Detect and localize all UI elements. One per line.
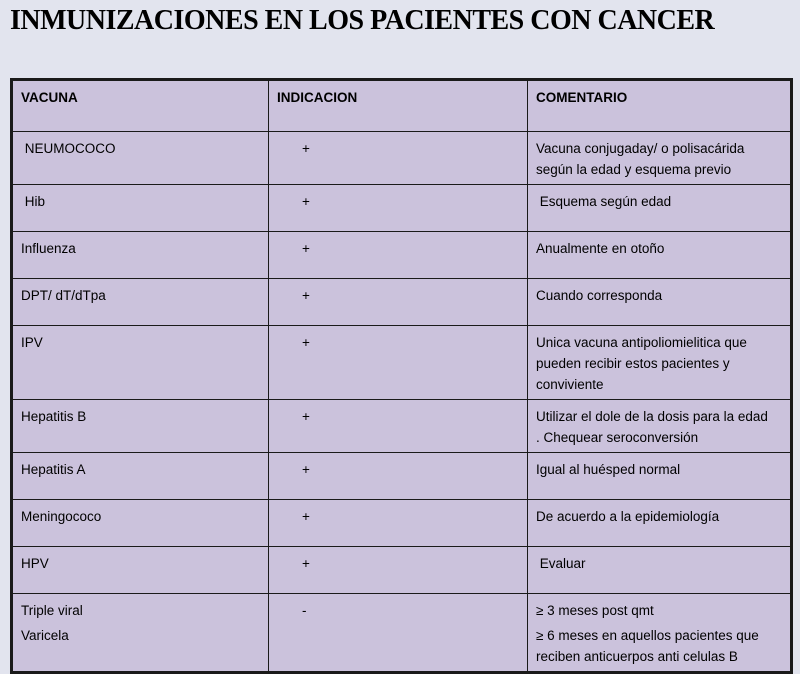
text-line: Unica vacuna antipoliomielitica que [536, 335, 747, 350]
text-line: De acuerdo a la epidemiología [536, 509, 720, 524]
vacuna-cell [12, 185, 269, 232]
text-line: + [302, 141, 310, 156]
text-line: + [302, 409, 310, 424]
comentario-cell [528, 547, 792, 594]
text-line: + [302, 241, 310, 256]
text-line: pueden recibir estos pacientes y [536, 356, 730, 371]
text-line: Utilizar el dole de la dosis para la edad [536, 409, 768, 424]
table-row [12, 453, 792, 500]
table-body [12, 132, 792, 673]
vacuna-cell [12, 594, 269, 673]
text-line: + [302, 194, 310, 209]
text-line: Evaluar [536, 556, 586, 571]
vacuna-cell [12, 279, 269, 326]
text-line: Meningococo [21, 509, 102, 524]
header-indicacion: INDICACION [269, 80, 528, 132]
text-line: Hib [21, 194, 46, 209]
cell-paragraph [302, 191, 519, 212]
comentario-cell [528, 400, 792, 453]
comentario-cell [528, 500, 792, 547]
vacuna-cell [12, 400, 269, 453]
vacuna-cell [12, 132, 269, 185]
table-row [12, 132, 792, 185]
cell-paragraph [302, 459, 519, 480]
cell-paragraph [536, 506, 782, 527]
table-row [12, 594, 792, 673]
table-row [12, 185, 792, 232]
cell-paragraph [302, 553, 519, 574]
text-line: + [302, 509, 310, 524]
vacuna-cell [12, 453, 269, 500]
indicacion-cell [269, 279, 528, 326]
comentario-cell [528, 132, 792, 185]
indicacion-cell [269, 453, 528, 500]
cell-paragraph [21, 459, 260, 480]
cell-paragraph [536, 625, 782, 667]
text-line: HPV [21, 556, 49, 571]
text-line: Triple viral [21, 603, 83, 618]
vacuna-cell [12, 500, 269, 547]
cell-paragraph [536, 138, 782, 180]
vacuna-cell [12, 547, 269, 594]
cell-paragraph [21, 625, 260, 646]
cell-paragraph [21, 406, 260, 427]
cell-paragraph [21, 332, 260, 353]
comentario-cell [528, 232, 792, 279]
text-line: Hepatitis A [21, 462, 86, 477]
text-line: Varicela [21, 628, 69, 643]
indicacion-cell [269, 132, 528, 185]
cell-paragraph [536, 238, 782, 259]
comentario-cell [528, 594, 792, 673]
cell-paragraph [536, 459, 782, 480]
text-line: + [302, 556, 310, 571]
text-line: Hepatitis B [21, 409, 87, 424]
comentario-cell [528, 279, 792, 326]
text-line: - [302, 603, 307, 618]
indicacion-cell [269, 400, 528, 453]
header-comentario: COMENTARIO [528, 80, 792, 132]
cell-paragraph [536, 191, 782, 212]
header-row [12, 80, 792, 132]
text-line: reciben anticuerpos anti celulas B [536, 649, 738, 664]
comentario-cell [528, 185, 792, 232]
vacuna-cell [12, 232, 269, 279]
table-row [12, 500, 792, 547]
text-line: + [302, 335, 310, 350]
comentario-cell [528, 453, 792, 500]
cell-paragraph [21, 285, 260, 306]
table-row [12, 232, 792, 279]
indicacion-cell [269, 594, 528, 673]
indicacion-cell [269, 500, 528, 547]
cell-paragraph [21, 138, 260, 159]
vacuna-cell [12, 326, 269, 400]
cell-paragraph [302, 138, 519, 159]
cell-paragraph [536, 406, 782, 448]
text-line: Esquema según edad [536, 194, 672, 209]
cell-paragraph [21, 600, 260, 621]
text-line: + [302, 462, 310, 477]
cell-paragraph [302, 285, 519, 306]
text-line: . Chequear seroconversión [536, 430, 699, 445]
text-line: ≥ 3 meses post qmt [536, 603, 654, 618]
indicacion-cell [269, 547, 528, 594]
text-line: Influenza [21, 241, 76, 256]
cell-paragraph [536, 332, 782, 395]
indicacion-cell [269, 326, 528, 400]
header-vacuna: VACUNA [12, 80, 269, 132]
text-line: + [302, 288, 310, 303]
cell-paragraph [302, 238, 519, 259]
cell-paragraph [536, 553, 782, 574]
text-line: Vacuna conjugaday/ o polisacárida [536, 141, 745, 156]
cell-paragraph [302, 506, 519, 527]
cell-paragraph [302, 406, 519, 427]
cell-paragraph [21, 191, 260, 212]
cell-paragraph [21, 238, 260, 259]
text-line: ≥ 6 meses en aquellos pacientes que [536, 628, 759, 643]
text-line: Cuando corresponda [536, 288, 663, 303]
indicacion-cell [269, 232, 528, 279]
text-line: IPV [21, 335, 43, 350]
comentario-cell [528, 326, 792, 400]
cell-paragraph [21, 506, 260, 527]
table-header [12, 80, 792, 132]
text-line: Anualmente en otoño [536, 241, 665, 256]
text-line: conviviente [536, 377, 604, 392]
text-line: según la edad y esquema previo [536, 162, 732, 177]
cell-paragraph [536, 600, 782, 621]
text-line: NEUMOCOCO [21, 141, 116, 156]
cell-paragraph [302, 332, 519, 353]
table-row [12, 279, 792, 326]
text-line: DPT/ dT/dTpa [21, 288, 106, 303]
table-row [12, 400, 792, 453]
cell-paragraph [302, 600, 519, 621]
page-title: INMUNIZACIONES EN LOS PACIENTES CON CANCER [10, 5, 715, 36]
immunizations-table [10, 78, 793, 674]
indicacion-cell [269, 185, 528, 232]
table-row [12, 326, 792, 400]
text-line: Igual al huésped normal [536, 462, 681, 477]
table-row [12, 547, 792, 594]
cell-paragraph [21, 553, 260, 574]
cell-paragraph [536, 285, 782, 306]
